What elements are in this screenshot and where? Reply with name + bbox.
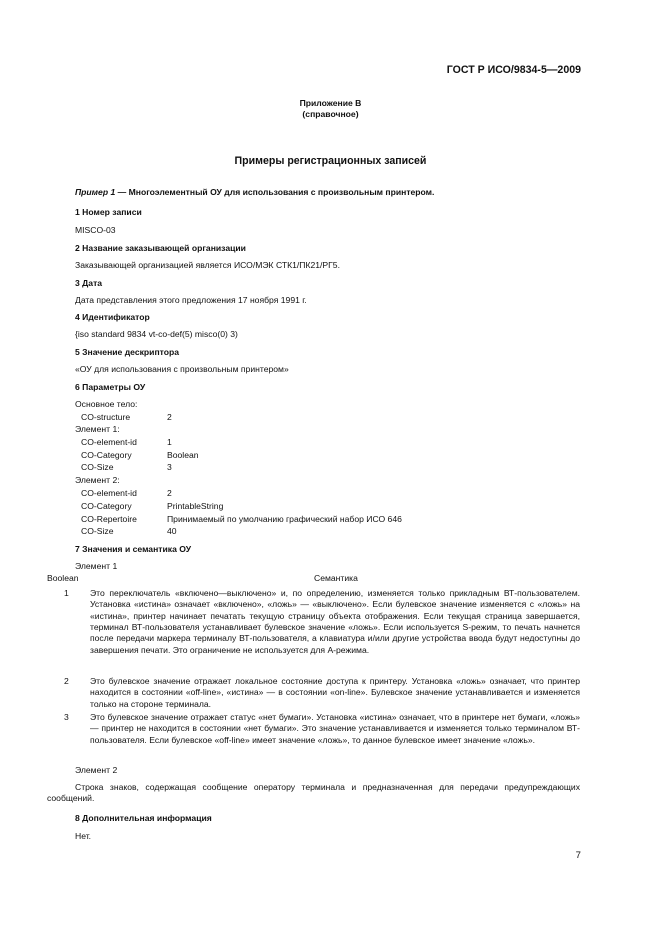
param-key: CO-element-id: [81, 437, 137, 447]
section-1-text: MISCO-03: [75, 225, 116, 235]
section-4-text: {iso standard 9834 vt-co-def(5) misco(0) 3): [75, 329, 238, 339]
row-number: 1: [64, 588, 69, 598]
param-key: CO-Repertoire: [81, 514, 137, 524]
param-value: 40: [167, 526, 177, 536]
section-5-heading: 5 Значение дескриптора: [75, 347, 180, 357]
appendix-subtitle: (справочное): [302, 109, 359, 119]
param-value: Boolean: [167, 450, 199, 460]
row-text: Это булевское значение отражает статус «нет бумаги». Установка «истина» означает, что в принтере нет бумаги, «ложь» — принтер не находится в состоянии «нет бумаги». Это значение устанавливается и изменяется только терминалом ВТ-пользователя. Если булевское «off-line» имеет значение «ложь», то данное булевское имеет значение «ложь».: [90, 712, 580, 745]
param-key: CO-Category: [81, 501, 132, 511]
page-title: Примеры регистрационных записей: [234, 155, 427, 167]
section-3-text: Дата представления этого предложения 17 ноября 1991 г.: [75, 295, 307, 305]
section-2-heading: 2 Название заказывающей организации: [75, 243, 246, 253]
main-body-label: Основное тело:: [75, 399, 138, 409]
param-key: CO-Size: [81, 526, 114, 536]
element-1-caption: Элемент 1: [75, 561, 118, 571]
param-value: 2: [167, 488, 172, 498]
row-text: Это переключатель «включено—выключено» и, по определению, изменяется только прикладным ВТ-пользователем. Установка «истина» означает «включено», «ложь» — «выключено». Если булевское значение изменяется с «ложь» на «истина», принтер начинает печатать текущую страницу объекта отображения. Если текущая страница завершается, терминал ВТ-пользователя устанавливает булевское значение «ложь». Если используется S-режим, то печать начнется после передачи маркера терминалу ВТ-пользователя, а клавиатура и/или другие устройства ввода будут недоступны до завершения печати. Это ограничение не используется для А-режима.: [90, 588, 580, 655]
param-key: CO-structure: [81, 412, 131, 422]
row-number: 2: [64, 676, 69, 686]
section-8-heading: 8 Дополнительная информация: [75, 813, 212, 823]
section-8-text: Нет.: [75, 831, 92, 841]
section-3-heading: 3 Дата: [75, 278, 103, 288]
standard-header: ГОСТ Р ИСО/9834-5—2009: [446, 64, 581, 76]
row-text: Это булевское значение отражает локальное состояние доступа к принтеру. Установка «ложь» означает, что принтер находится в состоянии «off-line», «истина» — в состоянии «on-line». Булевское значение устанавливается и изменяется только на стороне терминала.: [90, 676, 580, 709]
section-6-heading: 6 Параметры ОУ: [75, 382, 146, 392]
element-2-caption: Элемент 2: [75, 765, 118, 775]
element-1-label: Элемент 1:: [75, 424, 120, 434]
element-2-text: Строка знаков, содержащая сообщение оператору терминала и предназначенная для передачи предупреждающих сообщений.: [47, 782, 580, 804]
row-number: 3: [64, 712, 69, 722]
example-line: [75, 187, 580, 198]
param-key: CO-element-id: [81, 488, 137, 498]
param-value: 2: [167, 412, 172, 422]
param-key: CO-Category: [81, 450, 132, 460]
example-text: — Многоэлементный ОУ для использования с произвольным принтером.: [115, 187, 435, 197]
param-value: PrintableString: [167, 501, 224, 511]
column-header-boolean: Boolean: [47, 573, 79, 583]
section-7-heading: 7 Значения и семантика ОУ: [75, 544, 192, 554]
param-value: 3: [167, 462, 172, 472]
param-key: CO-Size: [81, 462, 114, 472]
column-header-semantics: Семантика: [314, 573, 358, 583]
section-4-heading: 4 Идентификатор: [75, 312, 150, 322]
section-5-text: «ОУ для использования с произвольным принтером»: [75, 364, 289, 374]
appendix-title: Приложение В: [299, 98, 362, 108]
element-2-label: Элемент 2:: [75, 475, 120, 485]
param-value: 1: [167, 437, 172, 447]
param-value: Принимаемый по умолчанию графический набор ИСО 646: [167, 514, 402, 524]
section-1-heading: 1 Номер записи: [75, 207, 142, 217]
page-number: 7: [575, 850, 581, 861]
section-2-text: Заказывающей организацией является ИСО/МЭК СТК1/ПК21/РГ5.: [75, 260, 340, 270]
example-label: Пример 1: [75, 187, 116, 197]
